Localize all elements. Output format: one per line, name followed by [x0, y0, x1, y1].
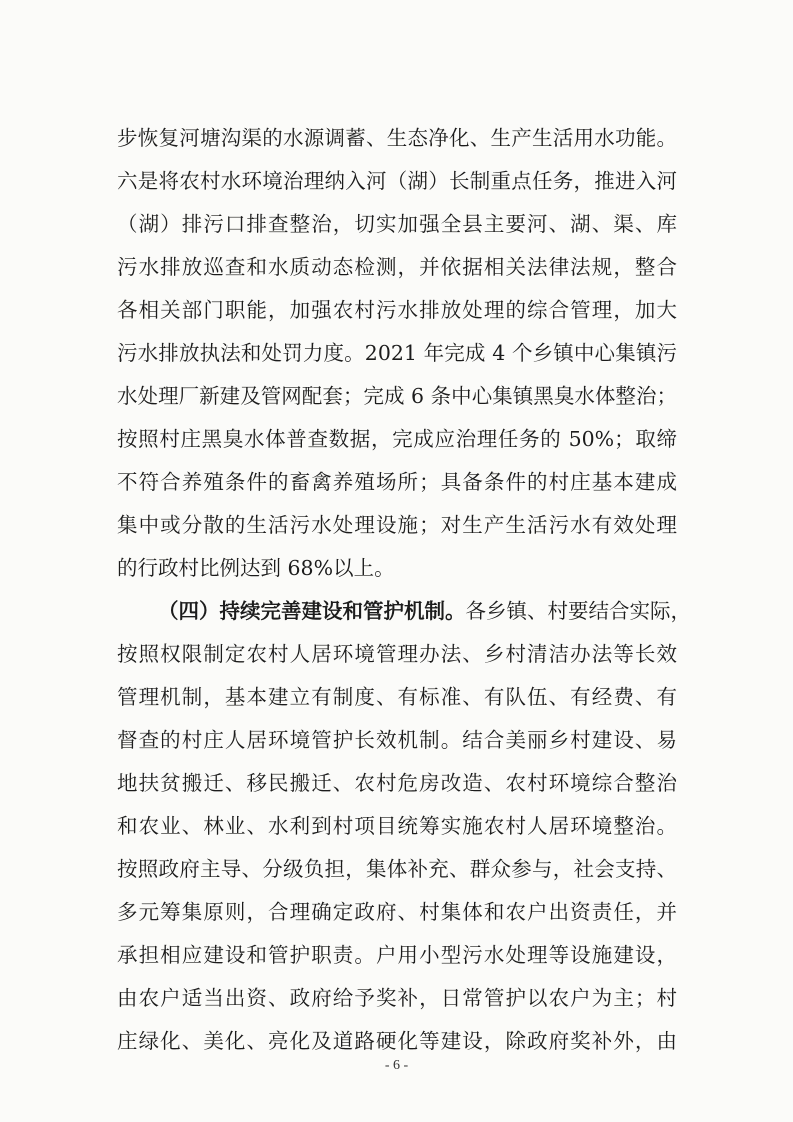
text-line: 各相关部门职能，加强农村污水排放处理的综合管理，加大 — [117, 298, 677, 322]
text-line: 水处理厂新建及管网配套；完成 6 条中心集镇黑臭水体整治； — [117, 384, 677, 408]
text-line: 督查的村庄人居环境管护长效机制。结合美丽乡村建设、易 — [117, 728, 677, 752]
text-line: 和农业、林业、水利到村项目统筹实施农村人居环境整治。 — [117, 814, 677, 838]
text-line: 庄绿化、美化、亮化及道路硬化等建设，除政府奖补外，由 — [117, 1029, 677, 1053]
text-line: （湖）排污口排查整治，切实加强全县主要河、湖、渠、库 — [117, 212, 677, 236]
text-line: 按照权限制定农村人居环境管理办法、乡村清洁办法等长效 — [117, 642, 677, 666]
text-line: 管理机制，基本建立有制度、有标准、有队伍、有经费、有 — [117, 685, 677, 709]
text-line: 污水排放巡查和水质动态检测，并依据相关法律法规，整合 — [117, 255, 677, 279]
text-line: 承担相应建设和管护职责。户用小型污水处理等设施建设， — [117, 943, 677, 967]
text-line: 的行政村比例达到 68%以上。 — [117, 556, 395, 580]
section-heading: （四）持续完善建设和管护机制。 — [158, 599, 466, 623]
text-span: 各乡镇、村要结合实际， — [465, 599, 691, 623]
text-line: 六是将农村水环境治理纳入河（湖）长制重点任务，推进入河 — [117, 169, 677, 193]
text-line: 地扶贫搬迁、移民搬迁、农村危房改造、农村环境综合整治 — [117, 771, 677, 795]
text-line: 多元筹集原则，合理确定政府、村集体和农户出资责任，并 — [117, 900, 677, 924]
text-line: 按照政府主导、分级负担，集体补充、群众参与，社会支持、 — [117, 857, 677, 881]
text-line: 集中或分散的生活污水处理设施；对生产生活污水有效处理 — [117, 513, 677, 537]
text-line: 按照村庄黑臭水体普查数据，完成应治理任务的 50%；取缔 — [117, 427, 677, 451]
text-line: 不符合养殖条件的畜禽养殖场所；具备条件的村庄基本建成 — [117, 470, 677, 494]
text-line: 污水排放执法和处罚力度。2021 年完成 4 个乡镇中心集镇污 — [117, 341, 677, 365]
section-heading-line — [158, 594, 691, 628]
text-line: 步恢复河塘沟渠的水源调蓄、生态净化、生产生活用水功能。 — [117, 126, 677, 150]
text-line: 由农户适当出资、政府给予奖补，日常管护以农户为主；村 — [117, 986, 677, 1010]
page-number: - 6 - — [384, 1058, 409, 1073]
